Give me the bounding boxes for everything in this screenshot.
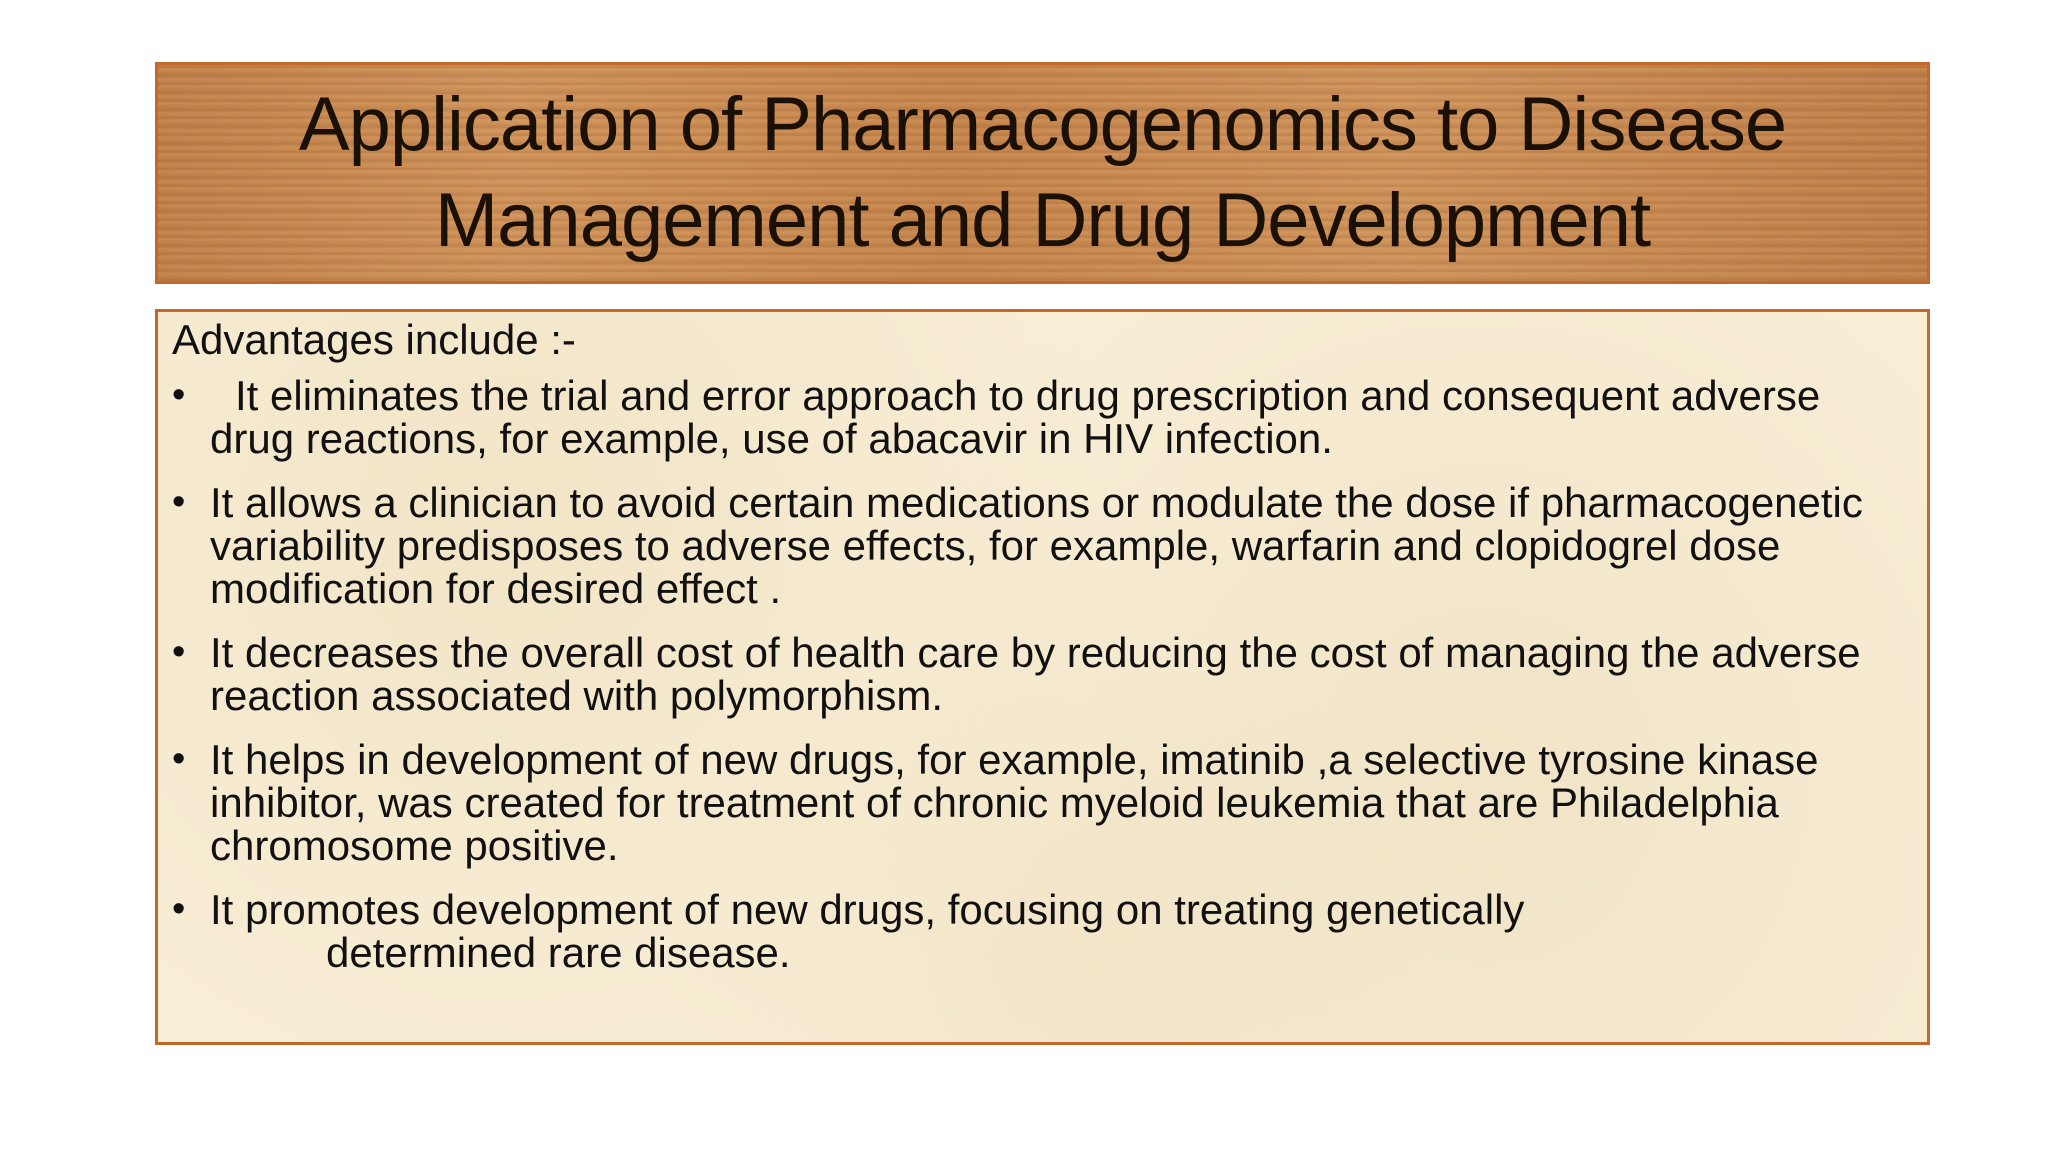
bullet-text-continuation: determined rare disease. — [326, 929, 791, 976]
bullet-text: It allows a clinician to avoid certain medications or modulate the dose if pharmacogenetic variability predisposes to adverse effects, for example, warfarin and clopidogrel dose modification for desired effect . — [210, 479, 1863, 612]
bullet-item — [172, 888, 1927, 974]
content-panel — [155, 309, 1930, 1045]
bullet-dot: • — [172, 374, 186, 416]
bullet-item — [172, 738, 1927, 867]
bullet-dot: • — [172, 481, 186, 523]
bullet-item — [172, 631, 1927, 717]
bullet-dot: • — [172, 631, 186, 673]
bullet-text: It promotes development of new drugs, focusing on treating genetically — [210, 886, 1525, 933]
bullet-text: It decreases the overall cost of health care by reducing the cost of managing the adverse reaction associated with polymorphism. — [210, 629, 1861, 719]
bullet-text: It eliminates the trial and error approach to drug prescription and consequent adverse drug reactions, for example, use of abacavir in HIV infection. — [210, 372, 1821, 462]
intro-text: Advantages include :- — [172, 316, 576, 363]
title-banner — [155, 62, 1930, 284]
bullet-text: It helps in development of new drugs, for example, imatinib ,a selective tyrosine kinase inhibitor, was created for treatment of chronic myeloid leukemia that are Philadelphia chromosome positive. — [210, 736, 1819, 869]
slide-title: Application of Pharmacogenomics to Disease Management and Drug Development — [298, 82, 1787, 263]
bullet-dot: • — [172, 888, 186, 930]
bullet-dot: • — [172, 738, 186, 780]
bullet-item — [172, 374, 1927, 460]
bullet-item — [172, 481, 1927, 610]
bullet-list — [172, 374, 1927, 974]
